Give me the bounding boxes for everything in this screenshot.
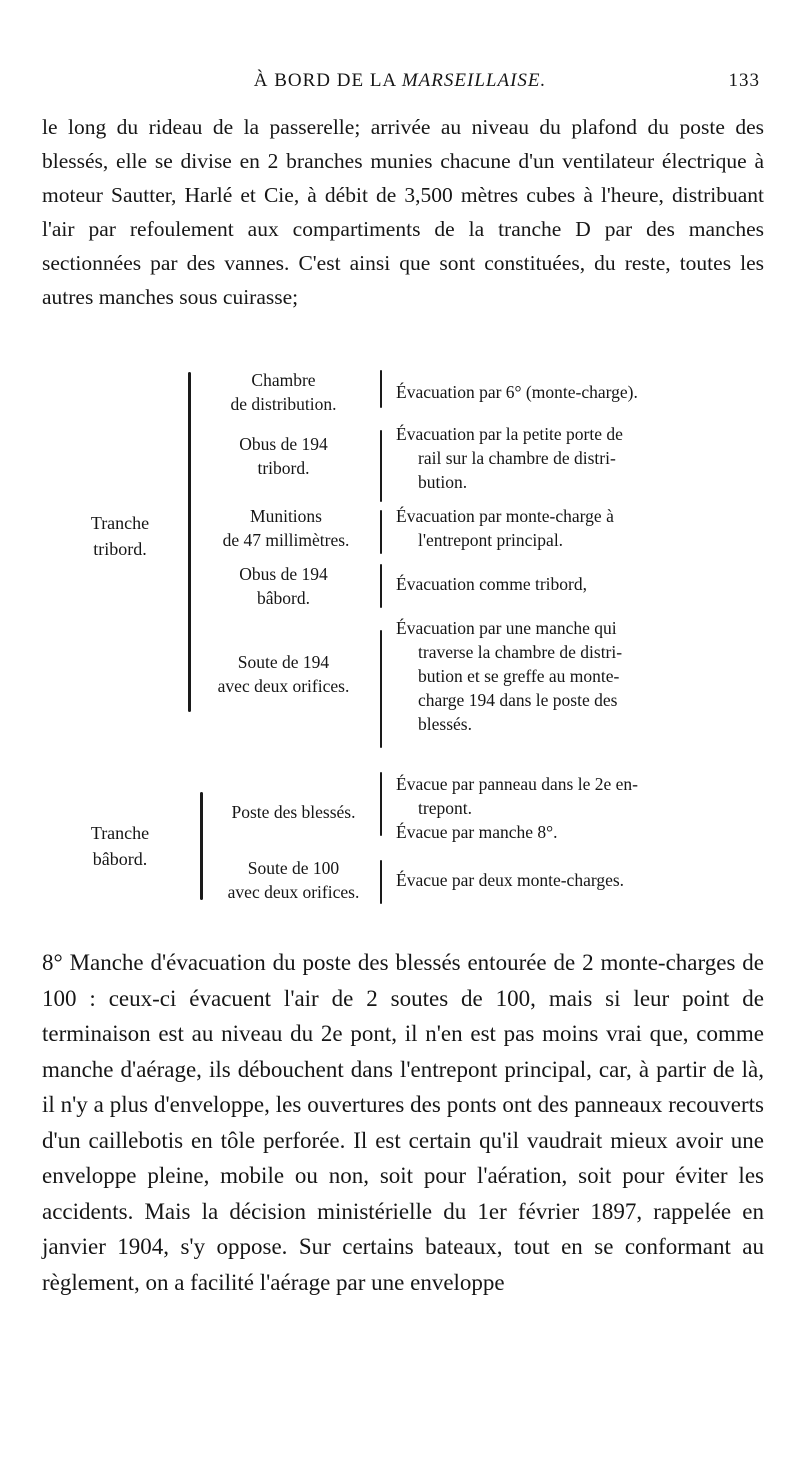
table-desc bbox=[396, 772, 716, 844]
group-label-line2: tribord. bbox=[93, 539, 147, 559]
table-desc bbox=[396, 868, 716, 892]
item-line1: Soute de 100 bbox=[247, 858, 340, 878]
row-brace bbox=[380, 564, 382, 608]
item-line2: tribord. bbox=[257, 458, 310, 478]
desc-line: Évacue par deux monte-charges. bbox=[396, 870, 625, 890]
desc-line: Évacuation par 6° (monte-charge). bbox=[396, 382, 638, 402]
desc-line: Évacue par manche 8°. bbox=[396, 822, 558, 842]
row-brace bbox=[380, 860, 382, 904]
page-number: 133 bbox=[728, 70, 760, 91]
desc-line: bution. bbox=[418, 472, 468, 492]
group-label-line2: bâbord. bbox=[92, 849, 148, 869]
running-title-text: À BORD DE LA bbox=[253, 70, 402, 91]
item-line2: bâbord. bbox=[257, 588, 310, 608]
table-desc bbox=[396, 504, 716, 552]
group-label-line1: Tranche bbox=[90, 513, 150, 533]
paragraph-top: le long du rideau de la passerelle; arrivée au niveau du plafond du poste des blessés, elle se divise en 2 branches munies chacune d'un ventilateur électrique à moteur Sautter, Harlé et Cie, à débit de 3,500 mètres cubes à l'heure, distribuant l'air par refoulement aux compartiments de la tranche D par des manches sectionnées par des vannes. C'est ainsi que sont constituées, du reste, toutes les autres manches sous cuirasse; bbox=[42, 115, 764, 309]
desc-line: Évacuation par une manche qui bbox=[396, 618, 617, 638]
item-line2: avec deux orifices. bbox=[217, 676, 350, 696]
group-label-line1: Tranche bbox=[90, 823, 150, 843]
table-item bbox=[196, 368, 371, 416]
table-item bbox=[206, 856, 381, 904]
item-line2: de 47 millimètres. bbox=[222, 530, 350, 550]
row-brace bbox=[380, 772, 382, 836]
table-item bbox=[196, 562, 371, 610]
row-brace bbox=[380, 370, 382, 408]
running-title-ship: MARSEILLAISE. bbox=[401, 70, 547, 91]
desc-line: charge 194 dans le poste des bbox=[418, 690, 618, 710]
desc-line: traverse la chambre de distri- bbox=[418, 642, 623, 662]
table-desc bbox=[396, 422, 716, 494]
table-item bbox=[196, 504, 376, 552]
group-label-tribord bbox=[70, 510, 170, 562]
row-brace bbox=[380, 630, 382, 748]
item-line2: avec deux orifices. bbox=[227, 882, 360, 902]
desc-line: trepont. bbox=[418, 798, 472, 818]
ventilation-table bbox=[0, 360, 800, 920]
item-line1: Munitions bbox=[250, 506, 322, 526]
item-line1: Poste des blessés. bbox=[231, 802, 356, 822]
running-title bbox=[40, 70, 760, 92]
table-desc bbox=[396, 616, 716, 736]
item-line2: de distribution. bbox=[230, 394, 337, 414]
desc-line: bution et se greffe au monte- bbox=[418, 666, 620, 686]
group-label-babord bbox=[70, 820, 170, 872]
table-item bbox=[196, 432, 371, 480]
group-brace-babord bbox=[200, 792, 203, 900]
row-brace bbox=[380, 510, 382, 554]
item-line1: Soute de 194 bbox=[237, 652, 330, 672]
row-brace bbox=[380, 430, 382, 502]
desc-line: blessés. bbox=[418, 714, 472, 734]
desc-line: Évacuation comme tribord, bbox=[396, 574, 587, 594]
table-desc bbox=[396, 380, 716, 404]
table-desc bbox=[396, 572, 716, 596]
desc-line: rail sur la chambre de distri- bbox=[418, 448, 616, 468]
desc-line: Évacuation par la petite porte de bbox=[396, 424, 623, 444]
item-line1: Obus de 194 bbox=[239, 434, 328, 454]
table-item bbox=[206, 800, 381, 824]
table-item bbox=[196, 650, 371, 698]
item-line1: Obus de 194 bbox=[239, 564, 328, 584]
running-header bbox=[40, 70, 760, 98]
desc-line: Évacue par panneau dans le 2e en- bbox=[396, 774, 638, 794]
desc-line: Évacuation par monte-charge à bbox=[396, 506, 614, 526]
paragraph-bottom: 8° Manche d'évacuation du poste des blessés entourée de 2 monte-charges de 100 : ceux-ci évacuent l'air de 2 soutes de 100, mais si leur point de terminaison est au niveau du 2e pont, il n'en est pas moins vrai que, comme manche d'aérage, ils débouchent dans l'entrepont principal, car, à partir de là, il n'y a plus d'enveloppe, les ouvertures des ponts ont des panneaux recouverts d'un caillebotis en tôle perforée. Il est certain qu'il vaudrait mieux avoir une enveloppe pleine, mobile ou non, soit pour l'aération, soit pour éviter les accidents. Mais la décision ministérielle du 1er février 1897, rappelée en janvier 1904, s'y oppose. Sur certains bateaux, tout en se conformant au règlement, on a facilité l'aérage par une enveloppe bbox=[42, 950, 764, 1295]
desc-line: l'entrepont principal. bbox=[418, 530, 564, 550]
group-brace-tribord bbox=[188, 372, 191, 712]
item-line1: Chambre bbox=[251, 370, 316, 390]
